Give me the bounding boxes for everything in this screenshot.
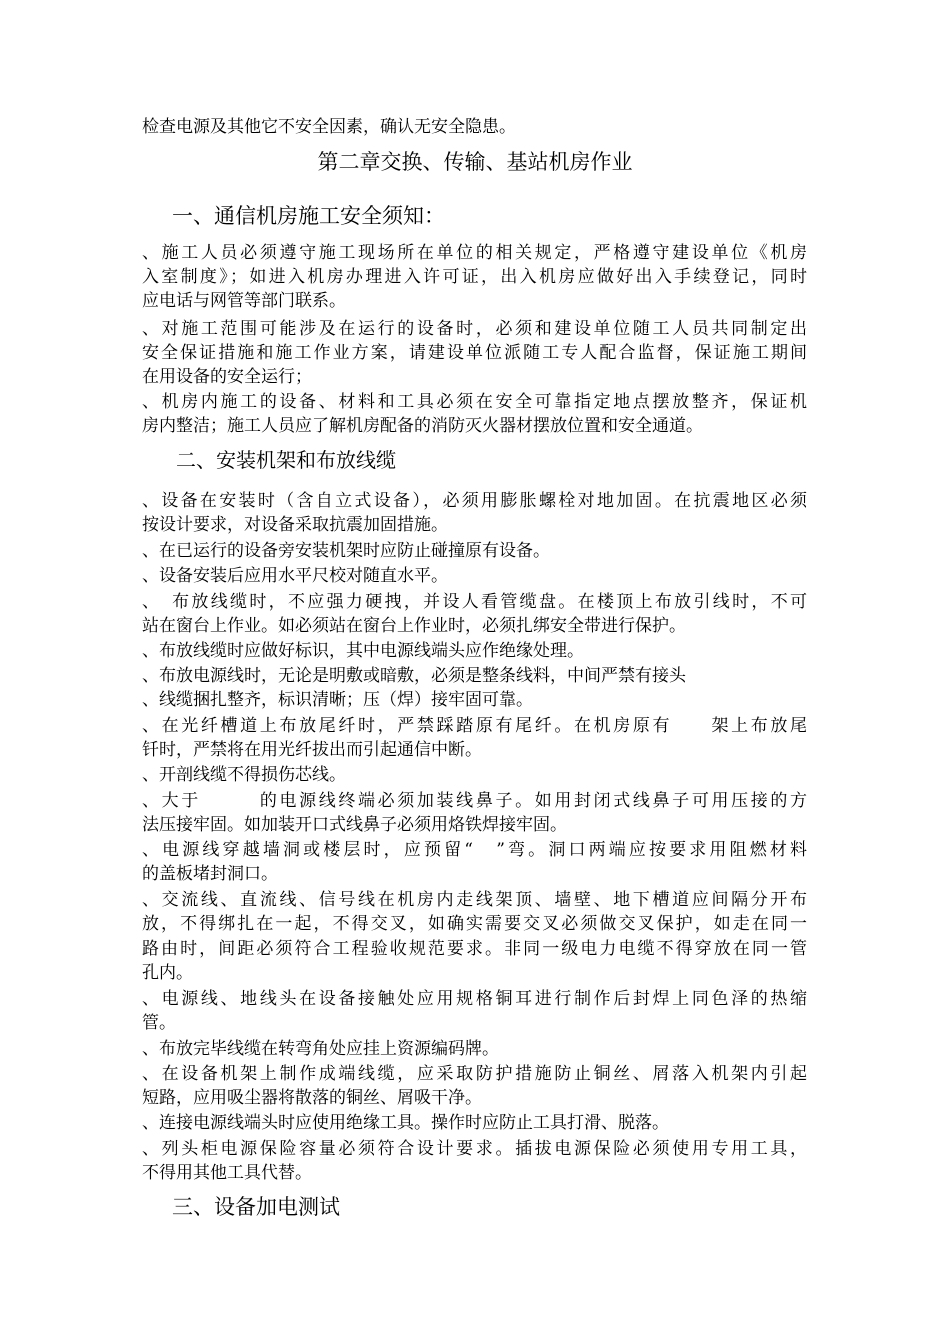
- section2-line: 、设备在安装时（含自立式设备），必须用膨胀螺栓对地加固。在抗震地区必须: [142, 491, 807, 511]
- section2-line: 不得用其他工具代替。: [142, 1163, 312, 1183]
- section2-line: 、线缆捆扎整齐，标识清晰；压（焊）接牢固可靠。: [142, 690, 533, 710]
- section2-line: 、电源线、地线头在设备接触处应用规格铜耳进行制作后封焊上同色泽的热缩: [142, 989, 807, 1009]
- section2-line: 、布放完毕线缆在转弯角处应挂上资源编码牌。: [142, 1039, 499, 1059]
- section2-line: 路由时，间距必须符合工程验收规范要求。非同一级电力电缆不得穿放在同一管: [142, 939, 807, 959]
- section2-line: 、在光纤槽道上布放尾纤时，严禁踩踏原有尾纤。在机房原有 架上布放尾: [142, 716, 807, 736]
- section2-line: 、连接电源线端头时应使用绝缘工具。操作时应防止工具打滑、脱落。: [142, 1113, 669, 1133]
- section1-line: 安全保证措施和施工作业方案，请建设单位派随工专人配合监督，保证施工期间: [142, 343, 807, 363]
- section2-line: 孔内。: [142, 963, 193, 983]
- section2-line: 站在窗台上作业。如必须站在窗台上作业时，必须扎绑安全带进行保护。: [142, 616, 686, 636]
- section2-line: 钎时，严禁将在用光纤拔出而引起通信中断。: [142, 740, 482, 760]
- intro-line: 检查电源及其他它不安全因素，确认无安全隐患。: [142, 117, 516, 137]
- section2-line: 、大于 的电源线终端必须加装线鼻子。如用封闭式线鼻子可用压接的方: [142, 791, 807, 811]
- section2-line: 按设计要求，对设备采取抗震加固措施。: [142, 515, 448, 535]
- section2-line: 、在已运行的设备旁安装机架时应防止碰撞原有设备。: [142, 541, 550, 561]
- section2-line: 、 布放线缆时，不应强力硬拽，并设人看管缆盘。在楼顶上布放引线时，不可: [142, 592, 807, 612]
- section2-line: 、列头柜电源保险容量必须符合设计要求。插拔电源保险必须使用专用工具，: [142, 1139, 807, 1159]
- section1-line: 房内整洁；施工人员应了解机房配备的消防灭火器材摆放位置和安全通道。: [142, 416, 703, 436]
- section2-heading: 二、安装机架和布放线缆: [176, 448, 396, 472]
- section2-line: 、布放线缆时应做好标识，其中电源线端头应作绝缘处理。: [142, 641, 584, 661]
- section1-line: 应电话与网管等部门联系。: [142, 291, 346, 311]
- section2-line: 短路，应用吸尘器将散落的铜丝、屑吸干净。: [142, 1088, 482, 1108]
- section2-line: 、布放电源线时，无论是明敷或暗敷，必须是整条线料，中间严禁有接头: [142, 666, 686, 686]
- section2-line: 、在设备机架上制作成端线缆，应采取防护措施防止铜丝、屑落入机架内引起: [142, 1064, 807, 1084]
- section2-line: 法压接牢固。如加装开口式线鼻子必须用烙铁焊接牢固。: [142, 815, 567, 835]
- chapter-title: 第二章交换、传输、基站机房作业: [317, 150, 633, 174]
- section1-line: 、对施工范围可能涉及在运行的设备时，必须和建设单位随工人员共同制定出: [142, 319, 807, 339]
- section2-line: 的盖板堵封洞口。: [142, 864, 278, 884]
- section2-line: 、交流线、直流线、信号线在机房内走线架顶、墙壁、地下槽道应间隔分开布: [142, 890, 807, 910]
- section1-line: 、机房内施工的设备、材料和工具必须在安全可靠指定地点摆放整齐，保证机: [142, 392, 807, 412]
- section2-line: 放，不得绑扎在一起，不得交叉，如确实需要交叉必须做交叉保护，如走在同一: [142, 914, 807, 934]
- section1-line: 、施工人员必须遵守施工现场所在单位的相关规定，严格遵守建设单位《机房: [142, 243, 807, 263]
- section1-heading: 一、通信机房施工安全须知：: [172, 204, 445, 228]
- section3-heading: 三、设备加电测试: [172, 1195, 340, 1219]
- section2-line: 、设备安装后应用水平尺校对随直水平。: [142, 566, 448, 586]
- section1-line: 在用设备的安全运行；: [142, 367, 312, 387]
- section1-line: 入室制度》；如进入机房办理进入许可证，出入机房应做好出入手续登记，同时: [142, 267, 807, 287]
- section2-line: 管。: [142, 1013, 176, 1033]
- section2-line: 、电源线穿越墙洞或楼层时，应预留“ ”弯。洞口两端应按要求用阻燃材料: [142, 840, 807, 860]
- section2-line: 、开剖线缆不得损伤芯线。: [142, 765, 346, 785]
